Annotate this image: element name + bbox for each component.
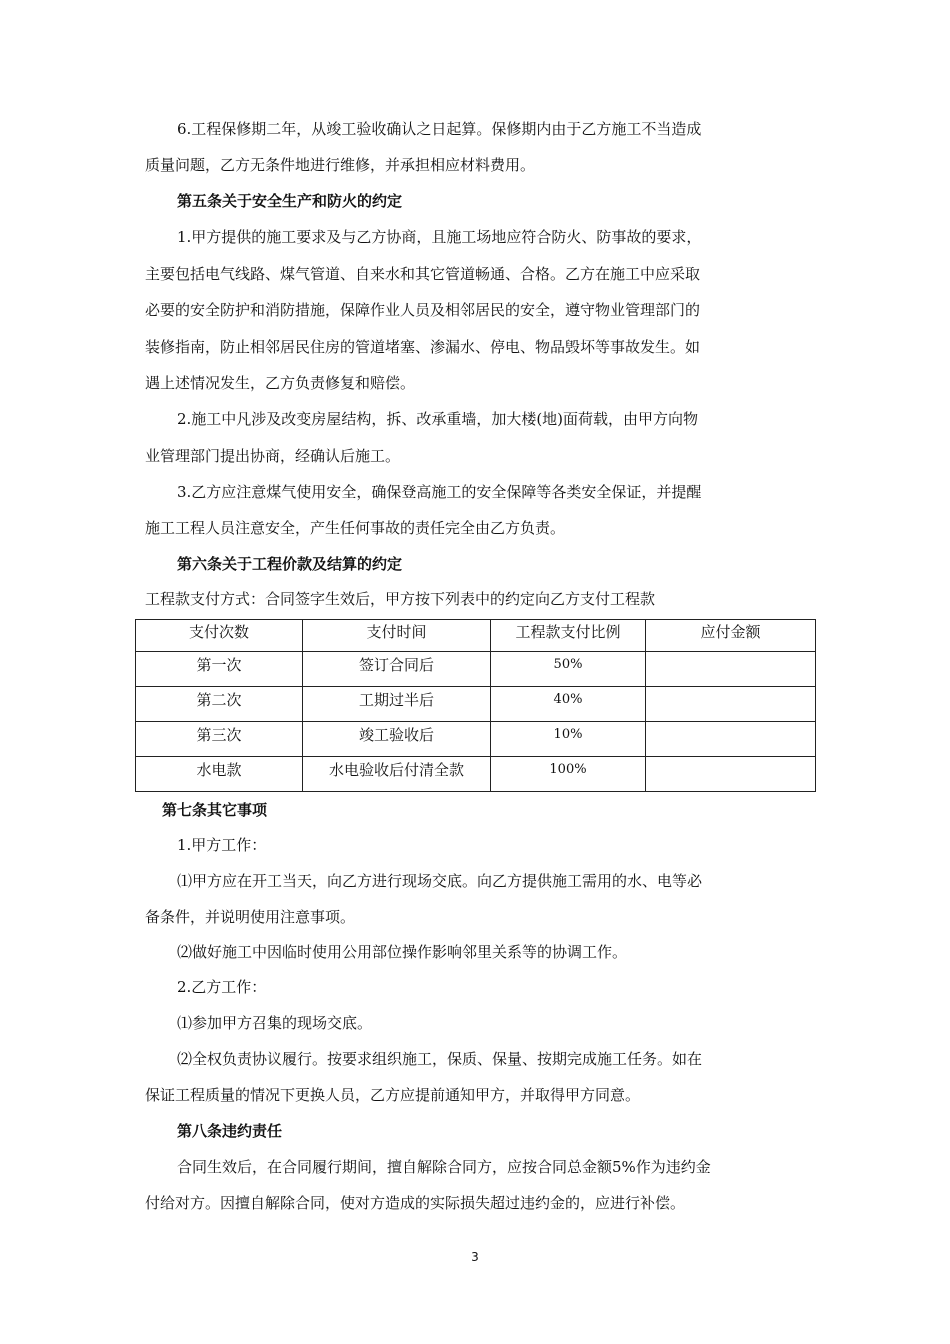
table-cell: 50% xyxy=(491,652,646,687)
table-row xyxy=(136,757,816,792)
paragraph-gas-line1: 3.乙方应注意煤气使用安全，确保登高施工的安全保障等各类安全保证，并提醒 xyxy=(177,483,702,501)
paragraph-party-a-item1-line2: 备条件，并说明使用注意事项。 xyxy=(145,908,356,926)
paragraph-party-a-item2: ⑵做好施工中因临时使用公用部位操作影响邻里关系等的协调工作。 xyxy=(177,943,628,961)
header-cell: 应付金额 xyxy=(646,620,816,652)
paragraph-party-b-work: 2.乙方工作： xyxy=(177,978,267,996)
table-row xyxy=(136,687,816,722)
table-cell: 竣工验收后 xyxy=(303,722,491,757)
paragraph-safety-line2: 主要包括电气线路、煤气管道、自来水和其它管道畅通、合格。乙方在施工中应采取 xyxy=(145,265,701,283)
table-cell: 100% xyxy=(491,757,646,792)
table-cell: 工期过半后 xyxy=(303,687,491,722)
paragraph-structure-line1: 2.施工中凡涉及改变房屋结构，拆、改承重墙，加大楼(地)面荷载，由甲方向物 xyxy=(177,410,699,428)
table-cell xyxy=(646,687,816,722)
header-cell: 支付时间 xyxy=(303,620,491,652)
table-header-row xyxy=(136,620,816,652)
paragraph-warranty-line1: 6.工程保修期二年，从竣工验收确认之日起算。保修期内由于乙方施工不当造成 xyxy=(177,120,702,138)
paragraph-safety-line1: 1.甲方提供的施工要求及与乙方协商，且施工场地应符合防火、防事故的要求， xyxy=(177,228,702,246)
paragraph-safety-line5: 遇上述情况发生，乙方负责修复和赔偿。 xyxy=(145,374,416,392)
header-cell: 支付次数 xyxy=(136,620,303,652)
paragraph-gas-line2: 施工工程人员注意安全，产生任何事故的责任完全由乙方负责。 xyxy=(145,519,566,537)
table-cell: 第三次 xyxy=(136,722,303,757)
table-cell: 签订合同后 xyxy=(303,652,491,687)
table-row xyxy=(136,722,816,757)
paragraph-party-a-work: 1.甲方工作： xyxy=(177,836,267,854)
paragraph-safety-line4: 装修指南，防止相邻居民住房的管道堵塞、渗漏水、停电、物品毁坏等事故发生。如 xyxy=(145,338,701,356)
heading-article-5: 第五条关于安全生产和防火的约定 xyxy=(177,192,403,210)
paragraph-breach-line2: 付给对方。因擅自解除合同，使对方造成的实际损失超过违约金的，应进行补偿。 xyxy=(145,1194,686,1212)
paragraph-party-b-item2-line1: ⑵全权负责协议履行。按要求组织施工，保质、保量、按期完成施工任务。如在 xyxy=(177,1050,703,1068)
table-cell xyxy=(646,652,816,687)
page-number: 3 xyxy=(471,1250,479,1264)
table-cell xyxy=(646,757,816,792)
header-cell: 工程款支付比例 xyxy=(491,620,646,652)
paragraph-safety-line3: 必要的安全防护和消防措施，保障作业人员及相邻居民的安全，遵守物业管理部门的 xyxy=(145,301,701,319)
table-cell: 第二次 xyxy=(136,687,303,722)
payment-intro: 工程款支付方式：合同签字生效后，甲方按下列表中的约定向乙方支付工程款 xyxy=(145,590,656,608)
paragraph-structure-line2: 业管理部门提出协商，经确认后施工。 xyxy=(145,447,401,465)
paragraph-warranty-line2: 质量问题，乙方无条件地进行维修，并承担相应材料费用。 xyxy=(145,156,536,174)
paragraph-party-b-item1: ⑴参加甲方召集的现场交底。 xyxy=(177,1014,373,1032)
table-cell xyxy=(646,722,816,757)
table-cell: 第一次 xyxy=(136,652,303,687)
table-cell: 水电验收后付清全款 xyxy=(303,757,491,792)
heading-article-6: 第六条关于工程价款及结算的约定 xyxy=(177,555,403,573)
table-cell: 40% xyxy=(491,687,646,722)
heading-article-8: 第八条违约责任 xyxy=(177,1122,283,1140)
paragraph-party-b-item2-line2: 保证工程质量的情况下更换人员，乙方应提前通知甲方，并取得甲方同意。 xyxy=(145,1086,641,1104)
table-cell: 水电款 xyxy=(136,757,303,792)
table-row xyxy=(136,652,816,687)
heading-article-7: 第七条其它事项 xyxy=(162,801,268,819)
table-cell: 10% xyxy=(491,722,646,757)
paragraph-breach-line1: 合同生效后，在合同履行期间，擅自解除合同方，应按合同总金额5%作为违约金 xyxy=(177,1158,711,1176)
payment-table xyxy=(135,619,816,792)
paragraph-party-a-item1-line1: ⑴甲方应在开工当天，向乙方进行现场交底。向乙方提供施工需用的水、电等必 xyxy=(177,872,703,890)
